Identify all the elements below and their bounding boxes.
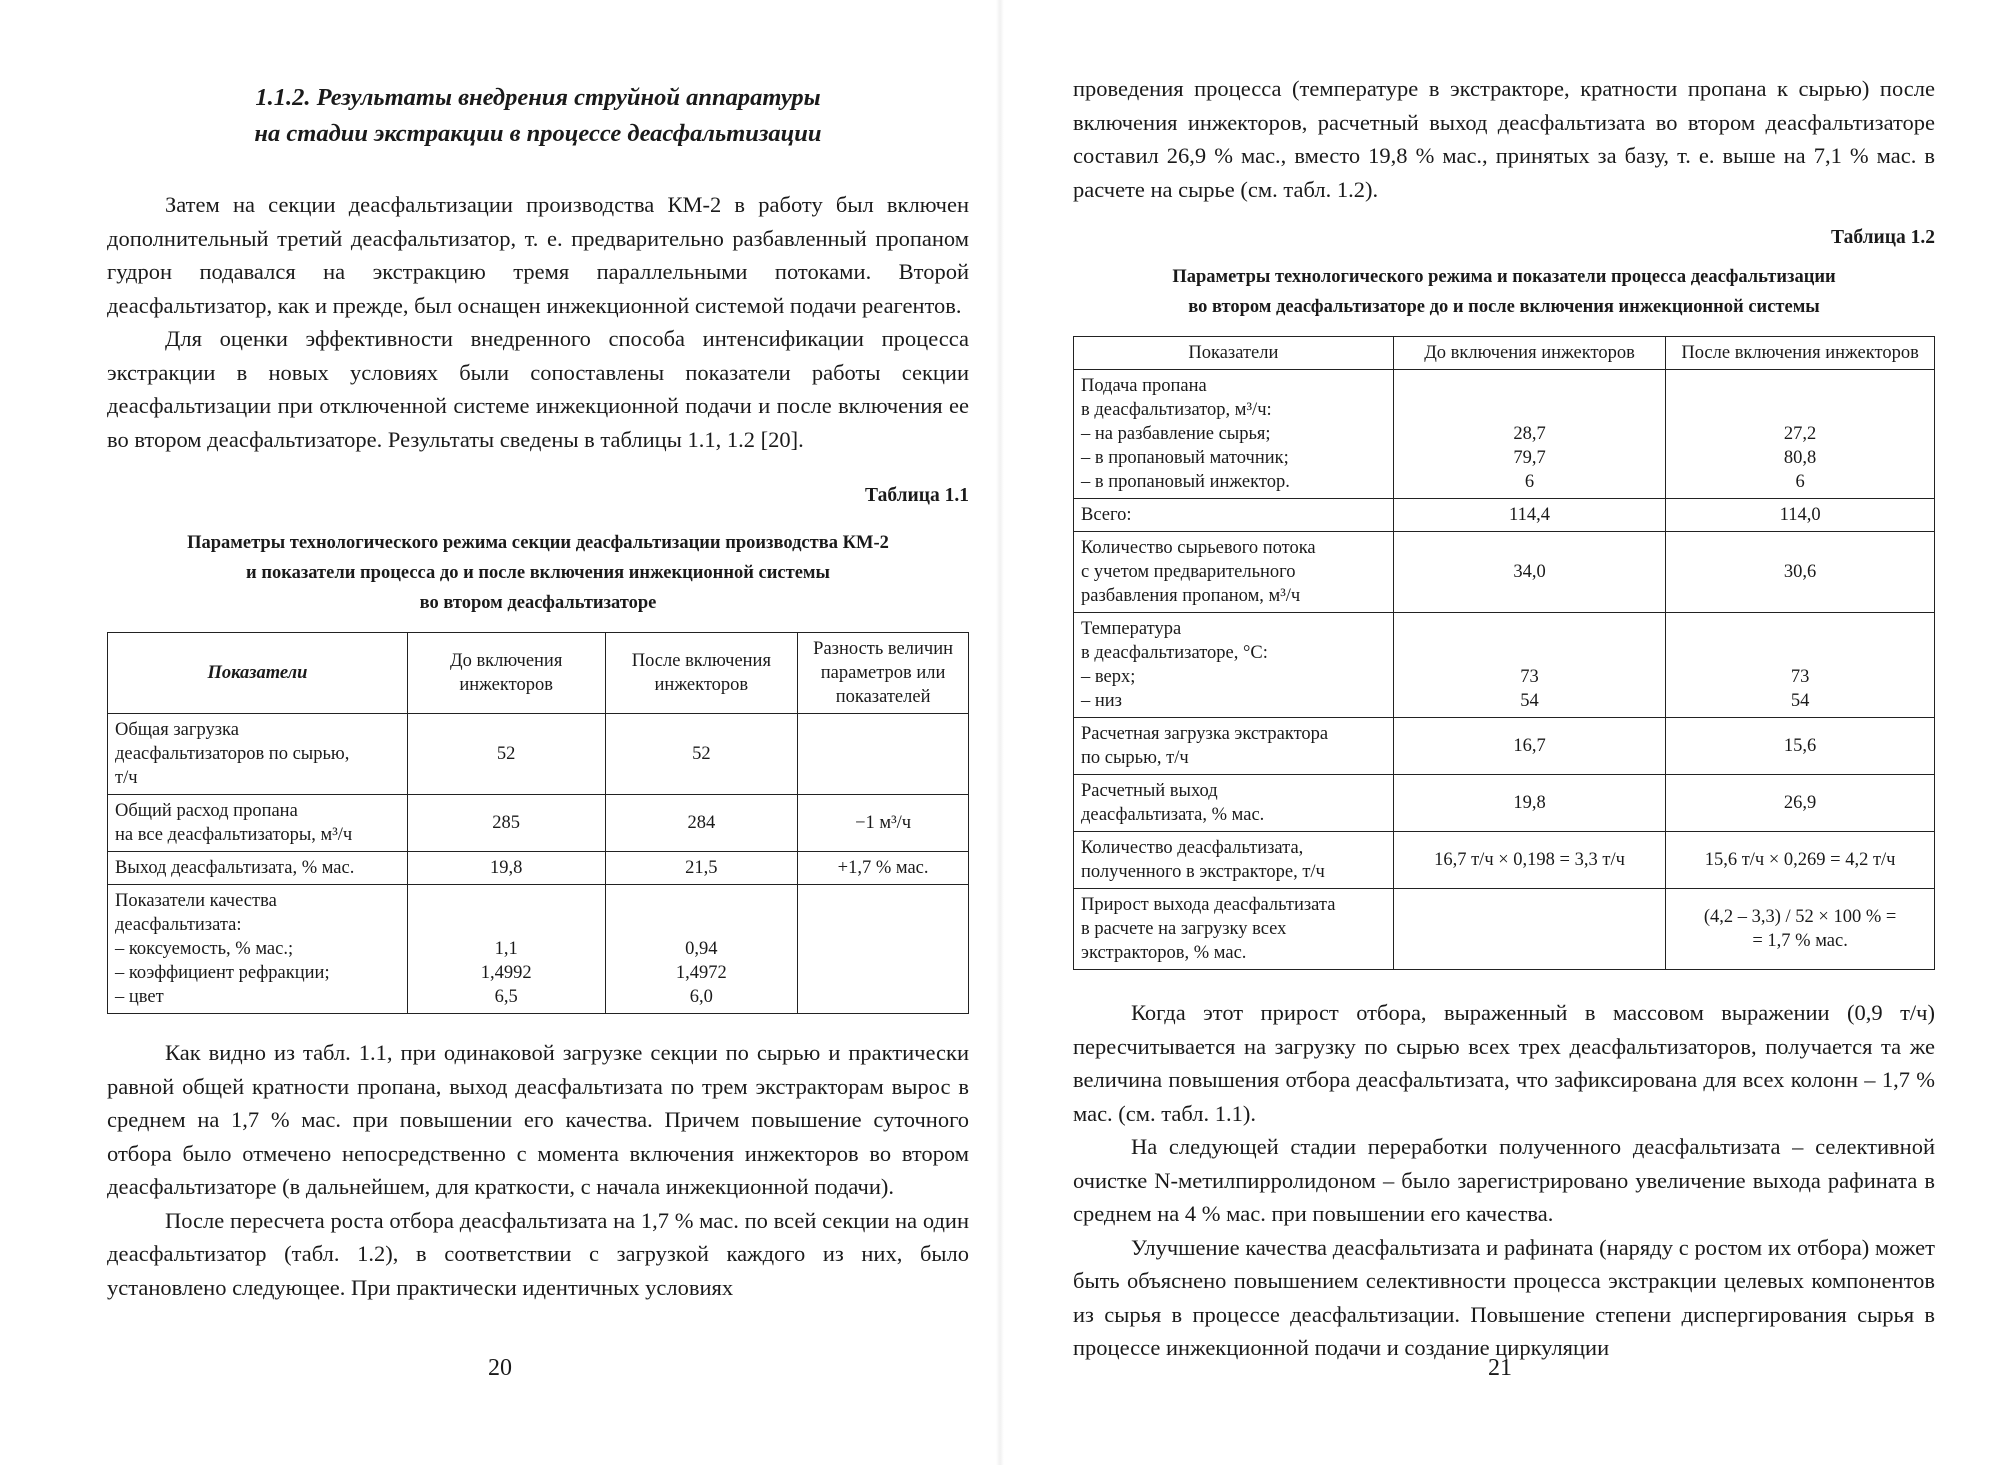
- right-page-column: [1073, 72, 1935, 1365]
- table-row: [108, 795, 969, 852]
- paragraph-7: На следующей стадии переработки полученного деасфальтизата – селективной очистке N-метилпирролидоном – было зарегистрировано увеличение выхода рафината в среднем на 4 % мас. при повышении его качества.: [1073, 1134, 1935, 1226]
- table-cell-label: Расчетная загрузка экстрактора по сырью, т/ч: [1074, 718, 1394, 775]
- table-cell: 15,6 т/ч × 0,269 = 4,2 т/ч: [1666, 832, 1935, 889]
- table-row: [1074, 613, 1935, 718]
- left-page-column: [107, 72, 969, 1304]
- table-row: [1074, 532, 1935, 613]
- table-cell-label: Выход деасфальтизата, % мас.: [108, 852, 408, 885]
- table-row: [1074, 370, 1935, 499]
- table-header-cell: После включения инжекторов: [605, 633, 798, 714]
- table-cell: 28,7 79,7 6: [1393, 370, 1665, 499]
- table-header-cell: Показатели: [108, 633, 408, 714]
- section-heading-line-1: 1.1.2. Результаты внедрения струйной аппаратуры: [255, 84, 821, 111]
- table-cell: 27,2 80,8 6: [1666, 370, 1935, 499]
- table-header-cell: Показатели: [1074, 337, 1394, 370]
- table-1-1-title: [107, 528, 969, 618]
- table-cell: 73 54: [1393, 613, 1665, 718]
- table-cell: −1 м³/ч: [798, 795, 969, 852]
- table-header-cell: Разность величин параметров или показателей: [798, 633, 969, 714]
- table-cell-label: Расчетный выход деасфальтизата, % мас.: [1074, 775, 1394, 832]
- table-cell-label: Общая загрузка деасфальтизаторов по сырью, т/ч: [108, 714, 408, 795]
- table-cell: 1,1 1,4992 6,5: [407, 885, 605, 1014]
- table-cell-label: Температура в деасфальтизаторе, °С: – верх; – низ: [1074, 613, 1394, 718]
- table-cell: 284: [605, 795, 798, 852]
- table-cell: 21,5: [605, 852, 798, 885]
- table-row: [1074, 889, 1935, 970]
- table-row: [108, 714, 969, 795]
- table-header-cell: После включения инжекторов: [1666, 337, 1935, 370]
- paragraph-3: Как видно из табл. 1.1, при одинаковой загрузке секции по сырью и практически равной общей кратности пропана, выход деасфальтизата по трем экстракторам вырос в среднем на 1,7 % мас. при повышении его качества. Причем повышение суточного отбора было отмечено непосредственно с момента включения инжекторов во втором деасфальтизаторе (в дальнейшем, для краткости, с начала инжекционной подачи).: [107, 1040, 969, 1199]
- table-cell: 0,94 1,4972 6,0: [605, 885, 798, 1014]
- paragraph-6: Когда этот прирост отбора, выраженный в массовом выражении (0,9 т/ч) пересчитывается на загрузку по сырью всех трех деасфальтизаторов, получается та же величина повышения отбора деасфальтизата, что зафиксирована для всех колонн – 1,7 % мас. (см. табл. 1.1).: [1073, 1000, 1935, 1126]
- table-row: [1074, 775, 1935, 832]
- table-1-1-label: Таблица 1.1: [865, 485, 969, 506]
- table-1-2-label: Таблица 1.2: [1831, 227, 1935, 248]
- table-cell-label: Всего:: [1074, 499, 1394, 532]
- table-cell: [798, 885, 969, 1014]
- table-cell: 26,9: [1666, 775, 1935, 832]
- table-cell: 52: [605, 714, 798, 795]
- table-cell: 52: [407, 714, 605, 795]
- table-header-row: [1074, 337, 1935, 370]
- table-cell: +1,7 % мас.: [798, 852, 969, 885]
- paragraph-8: Улучшение качества деасфальтизата и рафината (наряду с ростом их отбора) может быть объяснено повышением селективности процесса экстракции целевых компонентов из сырья в процессе деасфальтизации. Повышение степени диспергирования сырья в процессе инжекционной подачи и создание циркуляции: [1073, 1234, 1935, 1360]
- table-cell-label: Показатели качества деасфальтизата: – коксуемость, % мас.; – коэффициент рефракции; – цвет: [108, 885, 408, 1014]
- table-cell: 15,6: [1666, 718, 1935, 775]
- table-cell-label: Подача пропана в деасфальтизатор, м³/ч: – на разбавление сырья; – в пропановый маточник; – в пропановый инжектор.: [1074, 370, 1394, 499]
- table-cell: 114,4: [1393, 499, 1665, 532]
- table-cell-label: Общий расход пропана на все деасфальтизаторы, м³/ч: [108, 795, 408, 852]
- table-cell: 73 54: [1666, 613, 1935, 718]
- table-cell: 19,8: [1393, 775, 1665, 832]
- table-cell: 285: [407, 795, 605, 852]
- table-cell: [798, 714, 969, 795]
- section-heading: [107, 80, 969, 152]
- table-1-1-title-line: Параметры технологического режима секции деасфальтизации производства КМ-2: [187, 533, 889, 553]
- table-1-2: [1073, 336, 1935, 970]
- paragraph-2: Для оценки эффективности внедренного способа интенсификации процесса экстракции в новых условиях были сопоставлены показатели работы секции деасфальтизации при отключенной системе инжекционной подачи и после включения ее во втором деасфальтизаторе. Результаты сведены в таблицы 1.1, 1.2 [20].: [107, 326, 969, 452]
- table-1-1-title-line: во втором деасфальтизаторе: [419, 593, 657, 613]
- page-number-left: 20: [488, 1355, 512, 1381]
- table-cell: 16,7: [1393, 718, 1665, 775]
- right-page: [1000, 0, 2000, 1465]
- table-1-2-title: [1073, 262, 1935, 322]
- table-1-1-title-line: и показатели процесса до и после включения инжекционной системы: [246, 563, 830, 583]
- table-cell: (4,2 – 3,3) / 52 × 100 % = = 1,7 % мас.: [1666, 889, 1935, 970]
- table-cell-label: Количество деасфальтизата, полученного в экстракторе, т/ч: [1074, 832, 1394, 889]
- table-cell: 114,0: [1666, 499, 1935, 532]
- paragraph-4: После пересчета роста отбора деасфальтизата на 1,7 % мас. по всей секции на один деасфальтизатор (табл. 1.2), в соответствии с загрузкой каждого из них, было установлено следующее. При практически идентичных условиях: [107, 1207, 969, 1300]
- section-heading-line-2: на стадии экстракции в процессе деасфальтизации: [254, 120, 822, 147]
- paragraph-1: Затем на секции деасфальтизации производства КМ-2 в работу был включен дополнительный третий деасфальтизатор, т. е. предварительно разбавленный пропаном гудрон подавался на экстракцию тремя параллельными потоками. Второй деасфальтизатор, как и прежде, был оснащен инжекционной системой подачи реагентов.: [107, 192, 969, 318]
- table-cell: [1393, 889, 1665, 970]
- table-cell: 19,8: [407, 852, 605, 885]
- table-1-2-title-line: Параметры технологического режима и показатели процесса деасфальтизации: [1172, 267, 1836, 287]
- page-number-right: 21: [1488, 1355, 1512, 1381]
- table-row: [1074, 499, 1935, 532]
- paragraph-5: проведения процесса (температуре в экстракторе, кратности пропана к сырью) после включения инжекторов, расчетный выход деасфальтизата во втором деасфальтизаторе составил 26,9 % мас., вместо 19,8 % мас., принятых за базу, т. е. выше на 7,1 % мас. в расчете на сырье (см. табл. 1.2).: [1073, 76, 1935, 202]
- table-header-row: [108, 633, 969, 714]
- table-row: [1074, 832, 1935, 889]
- table-cell: 30,6: [1666, 532, 1935, 613]
- table-header-cell: До включения инжекторов: [407, 633, 605, 714]
- table-cell: 34,0: [1393, 532, 1665, 613]
- table-cell: 16,7 т/ч × 0,198 = 3,3 т/ч: [1393, 832, 1665, 889]
- table-cell-label: Прирост выхода деасфальтизата в расчете на загрузку всех экстракторов, % мас.: [1074, 889, 1394, 970]
- table-row: [1074, 718, 1935, 775]
- table-1-1: [107, 632, 969, 1014]
- table-1-2-title-line: во втором деасфальтизаторе до и после включения инжекционной системы: [1188, 297, 1820, 317]
- table-cell-label: Количество сырьевого потока с учетом предварительного разбавления пропаном, м³/ч: [1074, 532, 1394, 613]
- table-row: [108, 885, 969, 1014]
- table-header-cell: До включения инжекторов: [1393, 337, 1665, 370]
- table-row: [108, 852, 969, 885]
